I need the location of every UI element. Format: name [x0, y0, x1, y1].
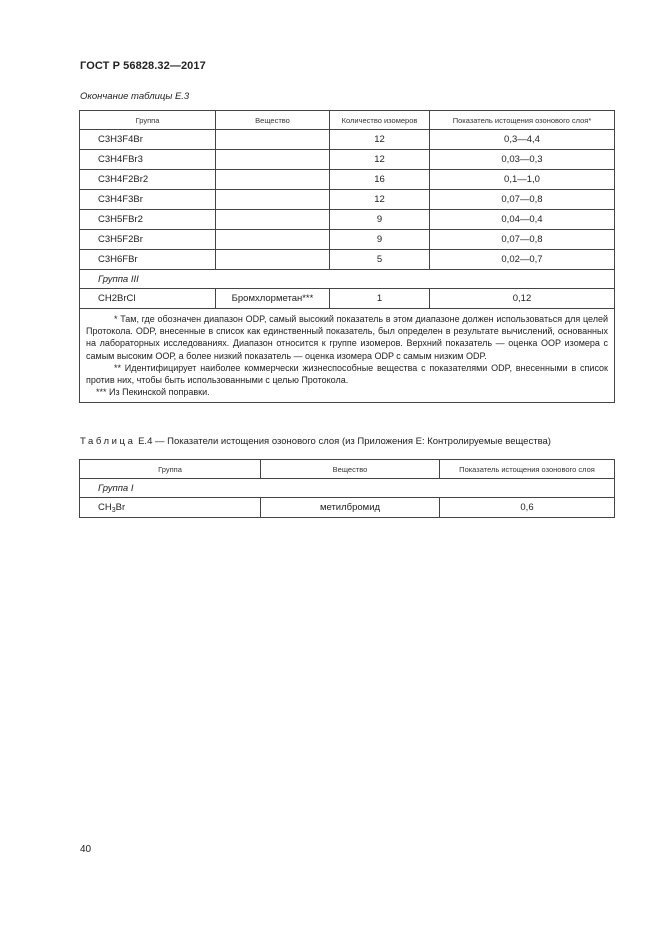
table-e3	[79, 110, 615, 403]
table-row	[80, 130, 615, 150]
document-title: ГОСТ Р 56828.32—2017	[80, 60, 206, 72]
cell-odp: 0,12	[430, 289, 615, 309]
cell-group: C3H4F3Br	[80, 190, 216, 210]
table-header-row	[80, 111, 615, 130]
cell-isomers: 12	[330, 150, 430, 170]
formula-subscript: 3	[111, 507, 116, 514]
notes-row	[80, 309, 615, 403]
cell-group: C3H3F4Br	[80, 130, 216, 150]
cell-isomers: 9	[330, 230, 430, 250]
cell-isomers: 12	[330, 130, 430, 150]
table-row	[80, 210, 615, 230]
cell-isomers: 12	[330, 190, 430, 210]
note-2: ** Идентифицирует наиболее коммерчески жизнеспособные вещества с показателями ODP, внесенными в список против них, чтобы быть использованными с целью Протокола.	[86, 362, 608, 386]
cell-substance	[216, 230, 330, 250]
table-e3-caption: Окончание таблицы Е.3	[80, 91, 190, 102]
table-row	[80, 250, 615, 270]
cell-substance: Бромхлорметан***	[216, 289, 330, 309]
cell-odp: 0,3—4,4	[430, 130, 615, 150]
group-heading: Группа III	[80, 270, 615, 289]
cell-odp: 0,6	[440, 498, 615, 518]
table-row	[80, 498, 615, 518]
cell-substance	[216, 130, 330, 150]
column-header: Показатель истощения озонового слоя*	[430, 111, 615, 130]
table-row	[80, 150, 615, 170]
column-header: Вещество	[216, 111, 330, 130]
cell-isomers: 1	[330, 289, 430, 309]
column-header: Количество изомеров	[330, 111, 430, 130]
column-header: Вещество	[261, 460, 440, 479]
cell-isomers: 9	[330, 210, 430, 230]
formula-tail: Br	[115, 502, 126, 513]
table-e4-caption-text: Е.4 — Показатели истощения озонового слоя (из Приложения Е: Контролируемые вещества)	[138, 436, 551, 447]
table-e4-caption	[80, 436, 551, 447]
table-row	[80, 289, 615, 309]
cell-odp: 0,1—1,0	[430, 170, 615, 190]
table-row	[80, 230, 615, 250]
cell-isomers: 5	[330, 250, 430, 270]
column-header: Группа	[80, 111, 216, 130]
cell-odp: 0,02—0,7	[430, 250, 615, 270]
group-heading-row	[80, 479, 615, 498]
table-row	[80, 170, 615, 190]
cell-group: CH2BrCl	[80, 289, 216, 309]
table-e4-caption-prefix: Таблица	[80, 436, 136, 447]
cell-substance	[216, 250, 330, 270]
cell-substance	[216, 210, 330, 230]
cell-group: C3H5F2Br	[80, 230, 216, 250]
cell-group: C3H6FBr	[80, 250, 216, 270]
cell-odp: 0,04—0,4	[430, 210, 615, 230]
cell-group: C3H4F2Br2	[80, 170, 216, 190]
cell-group: C3H4FBr3	[80, 150, 216, 170]
cell-substance	[216, 150, 330, 170]
formula-main: CH	[98, 502, 112, 513]
table-header-row	[80, 460, 615, 479]
group-heading: Группа I	[80, 479, 615, 498]
cell-formula	[80, 498, 261, 518]
column-header: Показатель истощения озонового слоя	[440, 460, 615, 479]
group-heading-row	[80, 270, 615, 289]
cell-isomers: 16	[330, 170, 430, 190]
table-notes	[80, 309, 615, 403]
cell-odp: 0,03—0,3	[430, 150, 615, 170]
cell-group: C3H5FBr2	[80, 210, 216, 230]
page-number: 40	[80, 844, 92, 855]
cell-odp: 0,07—0,8	[430, 190, 615, 210]
note-3: *** Из Пекинской поправки.	[96, 387, 210, 398]
column-header: Группа	[80, 460, 261, 479]
cell-substance	[216, 170, 330, 190]
cell-odp: 0,07—0,8	[430, 230, 615, 250]
table-e4	[79, 459, 615, 518]
cell-substance: метилбромид	[261, 498, 440, 518]
note-1: * Там, где обозначен диапазон ODP, самый высокий показатель в этом диапазоне должен использоваться для целей Протокола. ODP, внесенные в список как единственный показатель, был определен в результате вычислений, основанных на лабораторных исследованиях. Диапазон относится к группе изомеров. Верхний показатель — оценка ООР изомера с самым высоким ООР, а более низкий показатель — оценка изомера ODP с самым низким ODP.	[86, 314, 608, 361]
cell-substance	[216, 190, 330, 210]
table-row	[80, 190, 615, 210]
